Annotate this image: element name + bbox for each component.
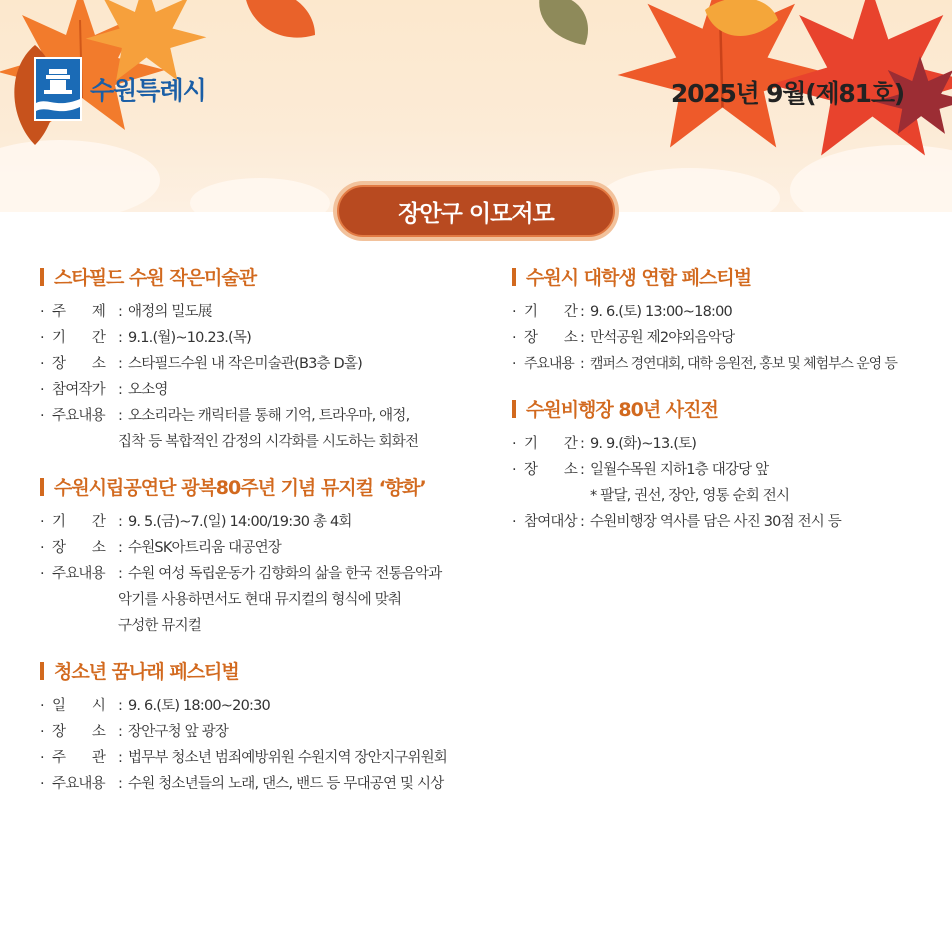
info-row: · 주요내용 : 캠퍼스 경연대회, 대학 응원전, 홍보 및 체험부스 운영 등 — [512, 351, 942, 377]
right-column — [512, 263, 942, 553]
row-label: 주 제 — [52, 304, 106, 320]
row-label: 주요내용 — [52, 408, 105, 424]
leaf-icon — [530, 0, 600, 50]
section-title — [40, 657, 480, 684]
page-title-badge — [333, 181, 619, 241]
row-value: 오소리라는 캐릭터를 통해 기억, 트라우마, 애정, — [128, 408, 410, 424]
row-label: 일 시 — [52, 698, 106, 714]
row-value: 수원 여성 독립운동가 김향화의 삶을 한국 전통음악과 — [128, 566, 442, 582]
row-value: 9.1.(월)~10.23.(목) — [128, 330, 251, 346]
info-row: · 기 간 : 9. 5.(금)~7.(일) 14:00/19:30 총 4회 — [40, 509, 480, 535]
info-row: · 참여작가 : 오소영 — [40, 377, 480, 403]
row-label: 주 관 — [52, 750, 106, 766]
info-row: · 기 간 : 9.1.(월)~10.23.(목) — [40, 325, 480, 351]
row-value: 수원SK아트리움 대공연장 — [128, 540, 281, 556]
row-value: 9. 6.(토) 18:00~20:30 — [128, 698, 270, 714]
page-title: 장안구 이모저모 — [337, 185, 615, 237]
info-row: · 장 소 : 스타필드수원 내 작은미술관(B3층 D홀) — [40, 351, 480, 377]
row-value: 스타필드수원 내 작은미술관(B3층 D홀) — [128, 356, 362, 372]
row-value: 법무부 청소년 범죄예방위원 수원지역 장안지구위원회 — [128, 750, 447, 766]
info-row: · 기 간 : 9. 9.(화)~13.(토) — [512, 431, 942, 457]
row-value: 만석공원 제2야외음악당 — [590, 330, 735, 346]
info-row: · 일 시 : 9. 6.(토) 18:00~20:30 — [40, 693, 480, 719]
leaf-icon — [240, 0, 320, 45]
section-title-text: 청소년 꿈나래 페스티벌 — [54, 661, 239, 683]
section-title-text: 수원시 대학생 연합 페스티벌 — [526, 267, 752, 289]
info-row: · 장 소 : 만석공원 제2야외음악당 — [512, 325, 942, 351]
info-row: · 주 관 : 법무부 청소년 범죄예방위원 수원지역 장안지구위원회 — [40, 745, 480, 771]
row-label: 참여작가 — [52, 382, 105, 398]
row-value: 수원비행장 역사를 담은 사진 30점 전시 등 — [590, 514, 842, 530]
row-value: 캠퍼스 경연대회, 대학 응원전, 홍보 및 체험부스 운영 등 — [590, 356, 897, 372]
section-airfield-photo-exhibit — [512, 395, 942, 535]
section-starfield-gallery — [40, 263, 480, 455]
cloud-shape — [600, 168, 780, 212]
section-university-festival — [512, 263, 942, 377]
info-row: · 기 간 : 9. 6.(토) 13:00~18:00 — [512, 299, 942, 325]
section-title-text: 스타필드 수원 작은미술관 — [54, 267, 257, 289]
row-continuation: 구성한 뮤지컬 — [118, 618, 202, 634]
info-row: · 주 제 : 애정의 밀도展 — [40, 299, 480, 325]
row-label: 기 간 — [52, 514, 106, 530]
section-musical-hyanghwa — [40, 473, 480, 639]
city-emblem-icon — [34, 57, 82, 121]
info-row: · 장 소 : 일월수목원 지하1층 대강당 앞 — [512, 457, 942, 483]
row-value: 장안구청 앞 광장 — [128, 724, 229, 740]
info-row: · 주요내용 : 수원 여성 독립운동가 김향화의 삶을 한국 전통음악과 — [40, 561, 480, 587]
row-label: 주요내용 — [52, 566, 105, 582]
row-value: 9. 6.(토) 13:00~18:00 — [590, 304, 732, 320]
info-row: · 주요내용 : 오소리라는 캐릭터를 통해 기억, 트라우마, 애정, — [40, 403, 480, 429]
row-label: 주요내용 — [52, 776, 105, 792]
row-value: 일월수목원 지하1층 대강당 앞 — [590, 462, 769, 478]
cloud-shape — [0, 140, 160, 212]
row-value: 오소영 — [128, 382, 168, 398]
row-continuation: 집착 등 복합적인 감정의 시각화를 시도하는 회화전 — [118, 434, 419, 450]
row-label: 장 소 — [52, 724, 106, 740]
section-youth-festival — [40, 657, 480, 797]
issue-date: 2025년 9월(제81호) — [670, 79, 904, 108]
info-row: · 장 소 : 장안구청 앞 광장 — [40, 719, 480, 745]
section-title — [512, 395, 942, 422]
row-label: 장 소 — [52, 356, 106, 372]
section-bar — [40, 268, 44, 286]
row-value: 수원 청소년들의 노래, 댄스, 밴드 등 무대공연 및 시상 — [128, 776, 444, 792]
row-label: 주요내용 — [524, 356, 574, 372]
row-value: 9. 9.(화)~13.(토) — [590, 436, 697, 452]
row-continuation: * 팔달, 권선, 장안, 영통 순회 전시 — [590, 488, 790, 504]
left-column — [40, 263, 480, 815]
section-bar — [512, 400, 516, 418]
row-label: 장 소 — [524, 330, 578, 346]
city-logo — [34, 57, 206, 121]
section-title — [40, 263, 480, 290]
section-title — [40, 473, 480, 500]
info-row: · 주요내용 : 수원 청소년들의 노래, 댄스, 밴드 등 무대공연 및 시상 — [40, 771, 480, 797]
row-value: 9. 5.(금)~7.(일) 14:00/19:30 총 4회 — [128, 514, 352, 530]
row-label: 참여대상 — [524, 514, 577, 530]
section-title-text: 수원시립공연단 광복80주년 기념 뮤지컬 ‘향화’ — [54, 477, 426, 499]
section-title-text: 수원비행장 80년 사진전 — [526, 399, 718, 421]
row-continuation: 악기를 사용하면서도 현대 뮤지컬의 형식에 맞춰 — [118, 592, 402, 608]
leaf-icon — [700, 0, 780, 50]
row-label: 기 간 — [524, 304, 578, 320]
section-bar — [40, 662, 44, 680]
row-value: 애정의 밀도展 — [128, 304, 212, 320]
row-label: 기 간 — [524, 436, 578, 452]
section-title — [512, 263, 942, 290]
section-bar — [512, 268, 516, 286]
row-label: 장 소 — [52, 540, 106, 556]
row-label: 기 간 — [52, 330, 106, 346]
info-row: · 장 소 : 수원SK아트리움 대공연장 — [40, 535, 480, 561]
info-row: · 참여대상 : 수원비행장 역사를 담은 사진 30점 전시 등 — [512, 509, 942, 535]
city-name: 수원특례시 — [90, 76, 206, 105]
row-label: 장 소 — [524, 462, 578, 478]
cloud-shape — [190, 178, 330, 212]
section-bar — [40, 478, 44, 496]
